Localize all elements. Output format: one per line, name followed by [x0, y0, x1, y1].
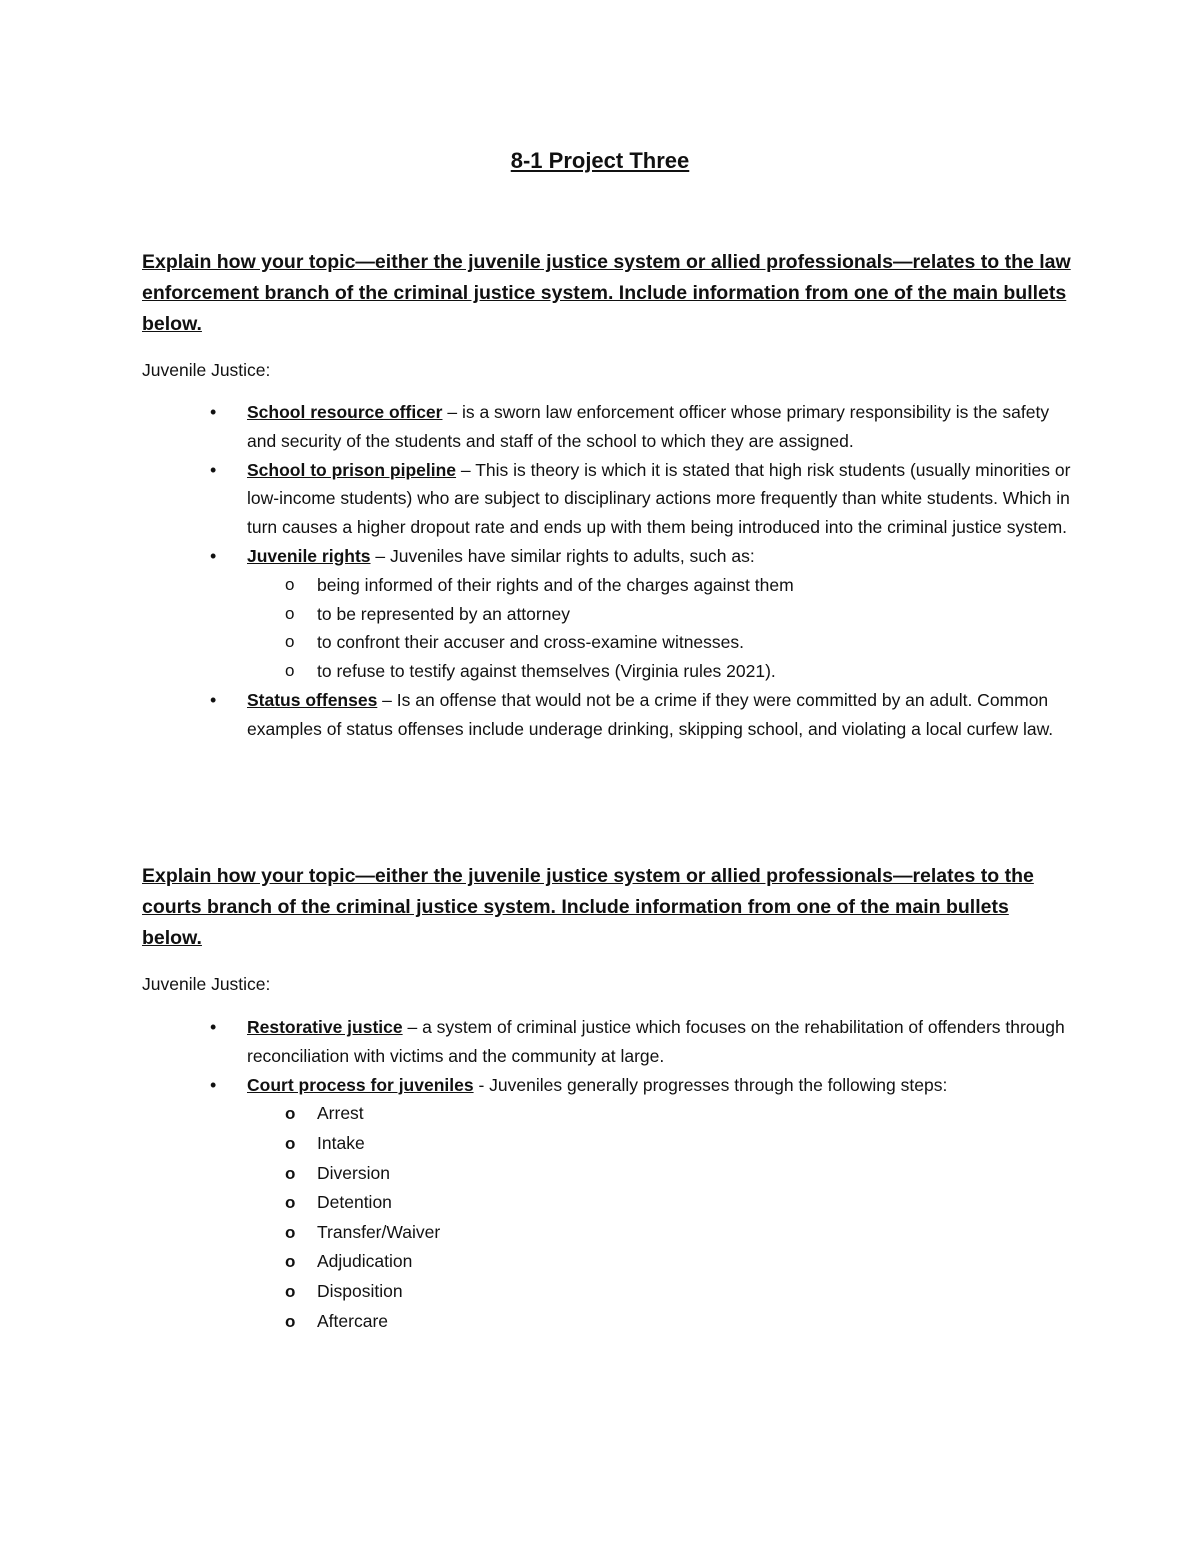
term-juvenile-rights: Juvenile rights: [247, 545, 371, 566]
juvenile-rights-sublist: [247, 571, 1082, 686]
sub-bullet-icon: o: [285, 632, 295, 652]
step-item: o Diversion: [247, 1159, 1082, 1189]
step-item: o Arrest: [247, 1099, 1082, 1129]
step-item: o Detention: [247, 1188, 1082, 1218]
bullet-icon: •: [210, 689, 217, 710]
sub-bullet-icon: o: [285, 1281, 296, 1301]
term-restorative-justice: Restorative justice: [247, 1017, 403, 1037]
section2-label: Juvenile Justice:: [142, 974, 271, 994]
section1-list: [142, 398, 1082, 744]
sub-list-item: o being informed of their rights and of the charges against them: [247, 571, 1082, 600]
sub-bullet-icon: o: [285, 603, 295, 623]
term-status-offenses: Status offenses: [247, 689, 378, 710]
sub-bullet-icon: o: [285, 1133, 296, 1153]
definition-school-resource-officer: – is a sworn law enforcement officer whose primary responsibility is the safety and security of the students and staff of the school to which they are assigned.: [247, 402, 1050, 451]
bullet-icon: •: [210, 402, 217, 422]
definition-restorative-justice: – a system of criminal justice which focuses on the rehabilitation of offenders through reconciliation with victims and the community at large.: [247, 1017, 1065, 1066]
step-item: o Disposition: [247, 1277, 1082, 1307]
sub-bullet-icon: o: [285, 1163, 296, 1183]
step-item: o Adjudication: [247, 1247, 1082, 1277]
bullet-icon: •: [210, 1017, 217, 1037]
term-court-process: Court process for juveniles: [247, 1074, 474, 1095]
sub-bullet-icon: o: [285, 1193, 296, 1213]
list-item-court-process: [142, 1071, 1082, 1337]
definition-court-process: - Juveniles generally progresses through the following steps:: [473, 1074, 948, 1095]
sub-list-item: o to confront their accuser and cross-examine witnesses.: [247, 628, 1082, 657]
term-school-to-prison-pipeline: School to prison pipeline: [247, 459, 457, 480]
sub-list-item: o to be represented by an attorney: [247, 600, 1082, 629]
definition-school-to-prison-pipeline: – This is theory is which it is stated that high risk students (usually minorities or low-income students) who are subject to disciplinary actions more frequently than white students. Which in turn causes a higher dropout rate and ends up with them being introduced into the criminal justice system.: [247, 459, 1071, 538]
page-title: 8-1 Project Three: [510, 148, 690, 173]
sub-bullet-icon: o: [285, 661, 295, 681]
sub-bullet-icon: o: [285, 1222, 296, 1242]
sub-bullet-icon: o: [285, 1311, 296, 1331]
list-item-restorative-justice: [142, 1013, 1082, 1071]
section2-prompt: Explain how your topic—either the juvenile justice system or allied professionals—relates to the courts branch of the criminal justice system. Include information from one of the main bullets below.: [142, 865, 1034, 949]
list-item-juvenile-rights: [142, 542, 1082, 686]
bullet-icon: •: [210, 459, 217, 480]
definition-juvenile-rights: – Juveniles have similar rights to adults, such as:: [370, 545, 755, 566]
step-item: o Transfer/Waiver: [247, 1218, 1082, 1248]
sub-list-item: o to refuse to testify against themselves (Virginia rules 2021).: [247, 657, 1082, 686]
definition-status-offenses: – Is an offense that would not be a crime if they were committed by an adult. Common examples of status offenses include underage drinking, skipping school, and violating a local curfew law.: [247, 689, 1054, 739]
bullet-icon: •: [210, 545, 217, 566]
step-item: o Aftercare: [247, 1307, 1082, 1337]
court-process-steps: [247, 1099, 1082, 1336]
step-item: o Intake: [247, 1129, 1082, 1159]
sub-bullet-icon: o: [285, 1252, 296, 1272]
list-item-school-resource-officer: [142, 398, 1082, 456]
term-school-resource-officer: School resource officer: [247, 402, 443, 422]
sub-bullet-icon: o: [285, 1104, 296, 1124]
list-item-status-offenses: [142, 686, 1082, 744]
list-item-school-to-prison-pipeline: [142, 456, 1082, 542]
section2-list: [142, 1013, 1082, 1336]
section1-label: Juvenile Justice:: [142, 360, 271, 380]
section1-prompt: Explain how your topic—either the juvenile justice system or allied professionals—relates to the law enforcement branch of the criminal justice system. Include information from one of the main bullets below.: [142, 251, 1071, 335]
sub-bullet-icon: o: [285, 574, 295, 594]
bullet-icon: •: [210, 1074, 217, 1095]
